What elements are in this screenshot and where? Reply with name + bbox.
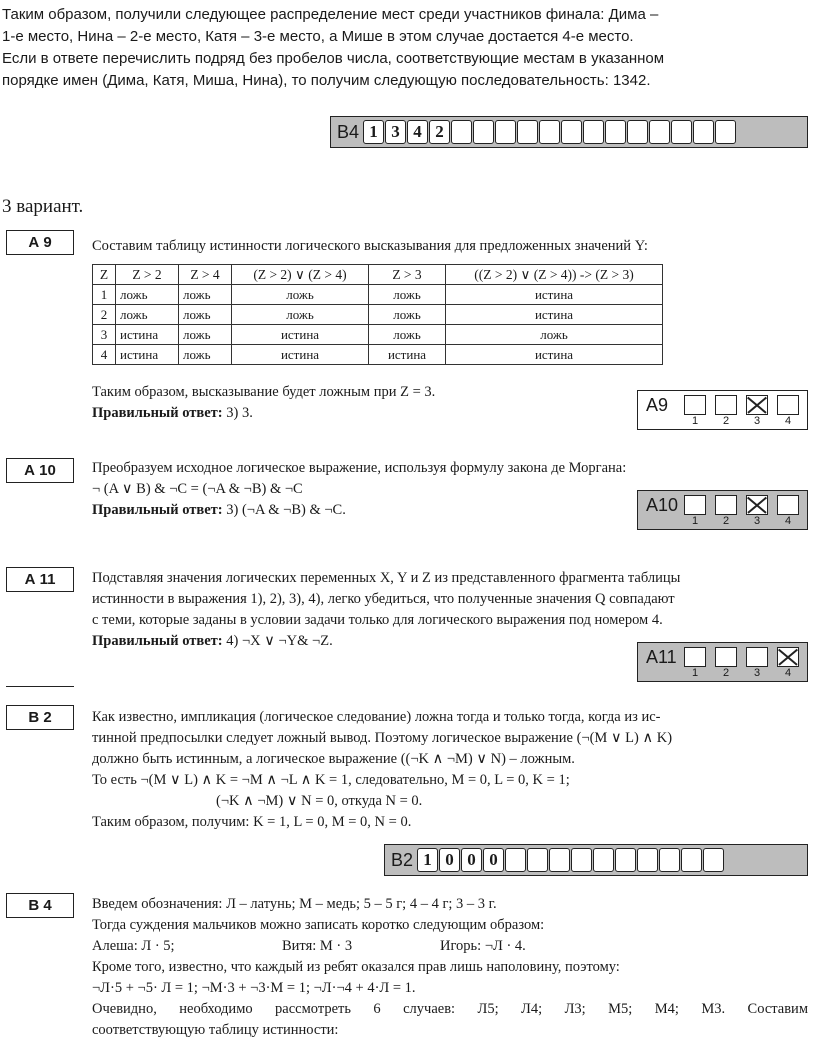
answer-cell (659, 848, 680, 872)
table-header: Z (93, 265, 116, 285)
table-cell: ложь (232, 285, 369, 305)
table-header: Z > 3 (369, 265, 446, 285)
mc-option (714, 395, 738, 427)
mc-option-number: 4 (784, 415, 792, 427)
empty-box-icon (715, 647, 737, 667)
a11-line: Подставляя значения логических переменных X, Y и Z из представленного фрагмента таблицы (92, 570, 681, 586)
answer-prefix: Правильный ответ: (92, 405, 223, 421)
task-tag-a11: А 11 (6, 567, 74, 592)
b2-line: То есть ¬(M ∨ L) ∧ K = ¬M ∧ ¬L ∧ K = 1, следовательно, M = 0, L = 0, K = 1; (92, 772, 570, 788)
answer-cell (473, 120, 494, 144)
answer-cell (593, 848, 614, 872)
mc-option (745, 647, 769, 679)
table-cell: 1 (93, 285, 116, 305)
answer-cell: 1 (363, 120, 384, 144)
intro-line: порядке имен (Дима, Катя, Миша, Нина), то получим следующую последовательность: 1342. (2, 72, 651, 89)
truth-table-a9 (92, 264, 663, 365)
intro-line: Если в ответе перечислить подряд без пробелов числа, соответствующие местам в указанном (2, 50, 665, 67)
table-cell: истина (369, 345, 446, 365)
empty-box-icon (777, 495, 799, 515)
answer-cell (571, 848, 592, 872)
answer-prefix: Правильный ответ: (92, 502, 223, 518)
table-header: Z > 4 (179, 265, 232, 285)
answer-text: 3) (¬A & ¬B) & ¬C. (222, 502, 346, 518)
table-cell: ложь (446, 325, 663, 345)
table-cell: истина (446, 305, 663, 325)
answer-cell (561, 120, 582, 144)
table-cell: 3 (93, 325, 116, 345)
mc-option-number: 1 (691, 667, 699, 679)
table-cell: истина (446, 345, 663, 365)
empty-box-icon (684, 495, 706, 515)
answer-cell (715, 120, 736, 144)
mc-answer-a11 (637, 642, 808, 682)
mc-option-number: 2 (722, 515, 730, 527)
table-header: ((Z > 2) ∨ (Z > 4)) -> (Z > 3) (446, 265, 663, 285)
answer-bar-label: B2 (391, 849, 414, 870)
table-cell: ложь (116, 305, 179, 325)
answer-cell (505, 848, 526, 872)
mc-option (776, 647, 800, 679)
answer-cell (527, 848, 548, 872)
answer-cell: 4 (407, 120, 428, 144)
mc-option (776, 395, 800, 427)
mc-option (776, 495, 800, 527)
mc-answer-a10 (637, 490, 808, 530)
mc-options (683, 495, 807, 527)
answer-cell: 2 (429, 120, 450, 144)
mc-options (683, 395, 807, 427)
a11-line: с теми, которые заданы в условии задачи только для логического выражения под номером 4. (92, 612, 663, 628)
mc-option (714, 647, 738, 679)
table-header: Z > 2 (116, 265, 179, 285)
a9-conclusion: Таким образом, высказывание будет ложным при Z = 3. (92, 384, 436, 400)
table-cell: ложь (369, 325, 446, 345)
mc-option-number: 1 (691, 515, 699, 527)
table-cell: истина (116, 345, 179, 365)
checked-box-icon (746, 395, 768, 415)
answer-cells (417, 848, 725, 872)
empty-box-icon (684, 395, 706, 415)
answer-cell: 3 (385, 120, 406, 144)
answer-cell: 0 (461, 848, 482, 872)
task-tag-a10: А 10 (6, 458, 74, 483)
table-cell: истина (232, 345, 369, 365)
a11-line: истинности в выражения 1), 2), 3), 4), легко убедиться, что полученные значения Q совпадают (92, 591, 675, 607)
mc-options (683, 647, 807, 679)
answer-cell: 1 (417, 848, 438, 872)
b4-line: Кроме того, известно, что каждый из ребят оказался прав лишь наполовину, поэтому: (92, 959, 620, 975)
mc-option-number: 4 (784, 667, 792, 679)
table-header-row (93, 265, 663, 285)
mc-label: А10 (646, 495, 679, 515)
table-cell: 4 (93, 345, 116, 365)
table-cell: ложь (369, 305, 446, 325)
empty-box-icon (684, 647, 706, 667)
answer-bar-label: B4 (337, 121, 360, 142)
a11-answer-line (92, 631, 680, 652)
section-divider (6, 686, 74, 687)
answer-cell (517, 120, 538, 144)
b4-boys-line (92, 936, 808, 957)
a9-answer-line (92, 403, 253, 424)
answer-prefix: Правильный ответ: (92, 633, 223, 649)
a10-answer-line (92, 500, 346, 521)
answer-cell (671, 120, 692, 144)
table-row (93, 305, 663, 325)
mc-option (714, 495, 738, 527)
a10-intro-text: Преобразуем исходное логическое выражение, используя формулу закона де Моргана: (92, 460, 627, 476)
mc-option-number: 1 (691, 415, 699, 427)
mc-answer-a9 (637, 390, 808, 430)
mc-option (683, 647, 707, 679)
answer-text: 3) 3. (222, 405, 253, 421)
table-cell: 2 (93, 305, 116, 325)
table-header: (Z > 2) ∨ (Z > 4) (232, 265, 369, 285)
table-cell: истина (232, 325, 369, 345)
empty-box-icon (715, 395, 737, 415)
answer-cell (627, 120, 648, 144)
variant-title: 3 вариант. (2, 196, 84, 217)
mc-option-number: 3 (753, 515, 761, 527)
table-cell: ложь (369, 285, 446, 305)
answer-cell (583, 120, 604, 144)
table-row (93, 345, 663, 365)
b4-line: Очевидно, необходимо рассмотреть 6 случаев: Л5; Л4; Л3; М5; М4; М3. Составим (92, 1001, 808, 1017)
answer-cell (637, 848, 658, 872)
mc-option-number: 2 (722, 415, 730, 427)
empty-box-icon (715, 495, 737, 515)
task-tag-b4: В 4 (6, 893, 74, 918)
mc-option (683, 495, 707, 527)
b2-line: Таким образом, получим: K = 1, L = 0, M = 0, N = 0. (92, 814, 412, 830)
checked-box-icon (777, 647, 799, 667)
answer-bar-b2 (384, 844, 808, 876)
mc-option-number: 2 (722, 667, 730, 679)
b4-line: Введем обозначения: Л – латунь; М – медь; 5 – 5 г; 4 – 4 г; 3 – 3 г. (92, 896, 497, 912)
empty-box-icon (746, 647, 768, 667)
table-cell: ложь (232, 305, 369, 325)
table-row (93, 325, 663, 345)
table-cell: ложь (179, 285, 232, 305)
mc-option (683, 395, 707, 427)
table-cell: истина (446, 285, 663, 305)
table-cell: истина (116, 325, 179, 345)
mc-label: А11 (646, 647, 677, 667)
a10-formula: ¬ (A ∨ B) & ¬C = (¬A & ¬B) & ¬C (92, 481, 303, 497)
mc-option (745, 395, 769, 427)
answer-cell (649, 120, 670, 144)
b2-paragraph (92, 707, 672, 833)
b2-line: (¬K ∧ ¬M) ∨ N = 0, откуда N = 0. (216, 793, 423, 809)
boy-alesha: Алеша: Л · 5; (92, 938, 175, 954)
table-cell: ложь (179, 305, 232, 325)
answer-cell (539, 120, 560, 144)
checked-box-icon (746, 495, 768, 515)
answer-cells (363, 120, 737, 144)
answer-cell (681, 848, 702, 872)
answer-cell (703, 848, 724, 872)
b2-line: Как известно, импликация (логическое следование) ложна тогда и только тогда, когда из ис- (92, 709, 661, 725)
b2-line: тинной предпосылки следует ложный вывод. Поэтому логическое выражение (¬(M ∨ L) ∧ K) (92, 730, 673, 746)
mc-option-number: 3 (753, 667, 761, 679)
mc-label: А9 (646, 395, 669, 415)
mc-option (745, 495, 769, 527)
table-cell: ложь (116, 285, 179, 305)
answer-cell (693, 120, 714, 144)
table-row (93, 285, 663, 305)
a11-paragraph (92, 568, 680, 652)
answer-cell (495, 120, 516, 144)
mc-option-number: 4 (784, 515, 792, 527)
intro-line: 1-е место, Нина – 2-е место, Катя – 3-е место, а Мише в этом случае достается 4-е место. (2, 28, 634, 45)
answer-cell (549, 848, 570, 872)
a9-intro-text: Составим таблицу истинности логического высказывания для предложенных значений Y: (92, 238, 648, 254)
b4-line: ¬Л·5 + ¬5· Л = 1; ¬М·3 + ¬3·М = 1; ¬Л·¬4 + 4·Л = 1. (92, 980, 416, 996)
answer-cell: 0 (439, 848, 460, 872)
mc-option-number: 3 (753, 415, 761, 427)
answer-cell (615, 848, 636, 872)
b2-line: должно быть истинным, а логическое выражение ((¬K ∧ ¬M) ∨ N) – ложным. (92, 751, 575, 767)
table-cell: ложь (179, 325, 232, 345)
task-tag-b2: В 2 (6, 705, 74, 730)
answer-cell (451, 120, 472, 144)
intro-paragraph (2, 4, 814, 92)
b4-paragraph (92, 894, 808, 1041)
boy-igor: Игорь: ¬Л · 4. (440, 938, 526, 954)
answer-cell: 0 (483, 848, 504, 872)
b4-line: соответствующую таблицу истинности: (92, 1022, 339, 1038)
table-cell: ложь (179, 345, 232, 365)
boy-vitya: Витя: М · 3 (282, 938, 353, 954)
answer-text: 4) ¬X ∨ ¬Y& ¬Z. (222, 633, 333, 649)
b4-line: Тогда суждения мальчиков можно записать коротко следующим образом: (92, 917, 545, 933)
empty-box-icon (777, 395, 799, 415)
task-tag-a9: А 9 (6, 230, 74, 255)
answer-cell (605, 120, 626, 144)
answer-bar-b4-intro (330, 116, 808, 148)
truth-table (92, 264, 663, 365)
intro-line: Таким образом, получили следующее распределение мест среди участников финала: Дима – (2, 6, 659, 23)
